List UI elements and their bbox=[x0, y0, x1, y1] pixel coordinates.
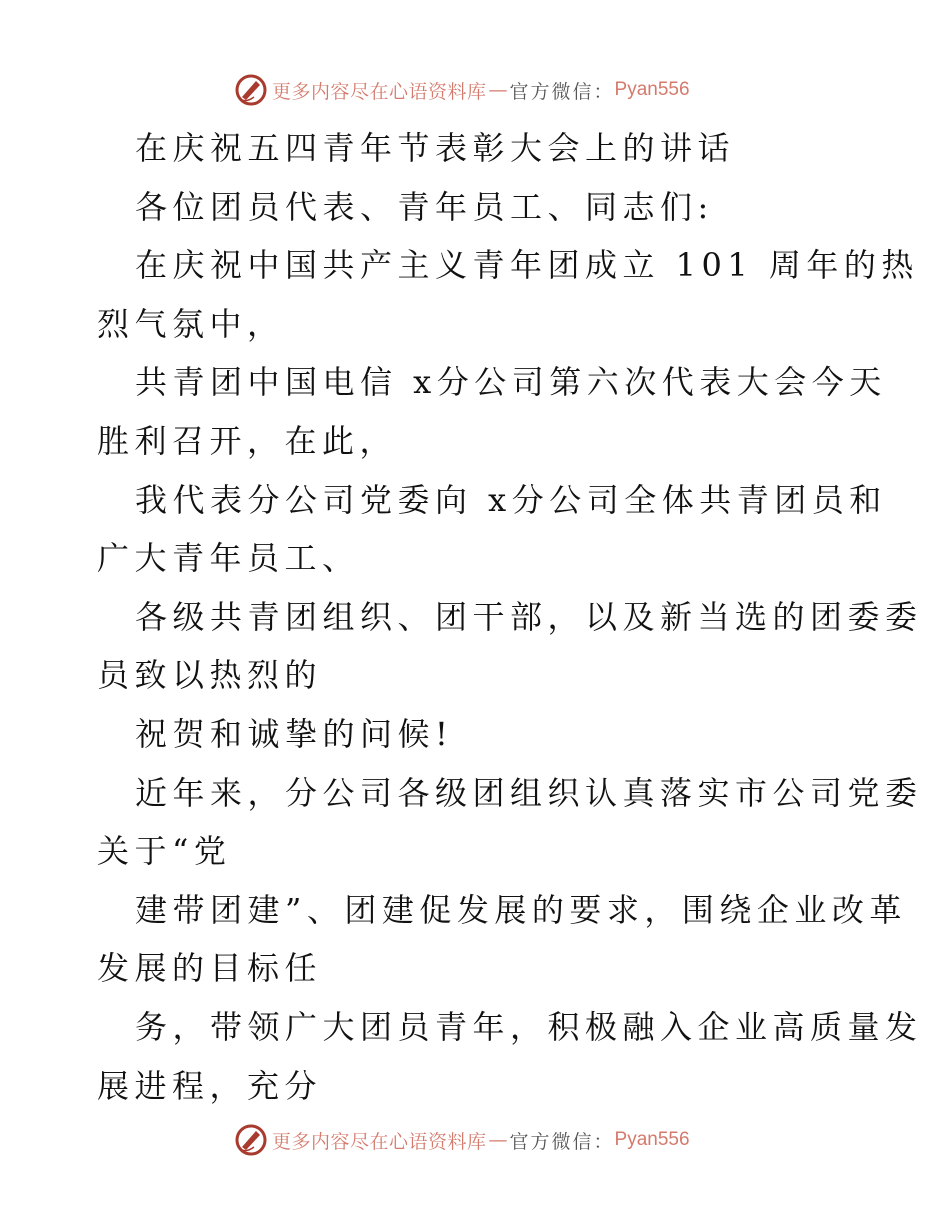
paragraph-line: 员致以热烈的 bbox=[97, 656, 323, 695]
paragraph-line: 共青团中国电信 x分公司第六次代表大会今天 bbox=[135, 363, 887, 402]
paragraph-line: 祝贺和诚挚的问候! bbox=[135, 714, 454, 753]
watermark-label: 官方微信： bbox=[509, 80, 615, 103]
paragraph-line: 展进程，充分 bbox=[97, 1066, 323, 1105]
watermark-main-text: 更多内容尽在心语资料库 bbox=[272, 80, 487, 103]
document-title: 在庆祝五四青年节表彰大会上的讲话 bbox=[135, 129, 736, 167]
footer-watermark bbox=[234, 1122, 690, 1158]
paragraph-line: 烈气氛中， bbox=[97, 304, 285, 343]
paragraph-line: 近年来，分公司各级团组织认真落实市公司党委 bbox=[135, 773, 923, 812]
header-watermark bbox=[234, 72, 690, 108]
paragraph-line: 在庆祝中国共产主义青年团成立 101 周年的热 bbox=[135, 246, 919, 285]
paragraph-line: 关于“党 bbox=[97, 832, 232, 871]
paragraph-line: 广大青年员工、 bbox=[97, 539, 360, 578]
watermark-dash: — bbox=[488, 1129, 508, 1151]
paragraph-line: 胜利召开，在此， bbox=[97, 421, 398, 460]
paragraph-line: 我代表分公司党委向 x分公司全体共青团员和 bbox=[135, 480, 887, 519]
paragraph-line: 建带团建”、团建促发展的要求，围绕企业改革 bbox=[135, 890, 907, 929]
watermark-wechat-id: Pyan556 bbox=[614, 79, 690, 100]
pen-nib-logo-icon bbox=[234, 1123, 268, 1157]
watermark-label: 官方微信： bbox=[509, 1130, 615, 1153]
paragraph-line: 务，带领广大团员青年，积极融入企业高质量发 bbox=[135, 1007, 923, 1046]
watermark-wechat-id: Pyan556 bbox=[614, 1129, 690, 1150]
document-body bbox=[97, 124, 923, 1120]
salutation: 各位团员代表、青年员工、同志们: bbox=[135, 187, 714, 226]
watermark-dash: — bbox=[488, 79, 508, 101]
watermark-main-text: 更多内容尽在心语资料库 bbox=[272, 1130, 487, 1153]
paragraph-line: 发展的目标任 bbox=[97, 949, 323, 988]
paragraph-line: 各级共青团组织、团干部，以及新当选的团委委 bbox=[135, 597, 923, 636]
pen-nib-logo-icon bbox=[234, 73, 268, 107]
